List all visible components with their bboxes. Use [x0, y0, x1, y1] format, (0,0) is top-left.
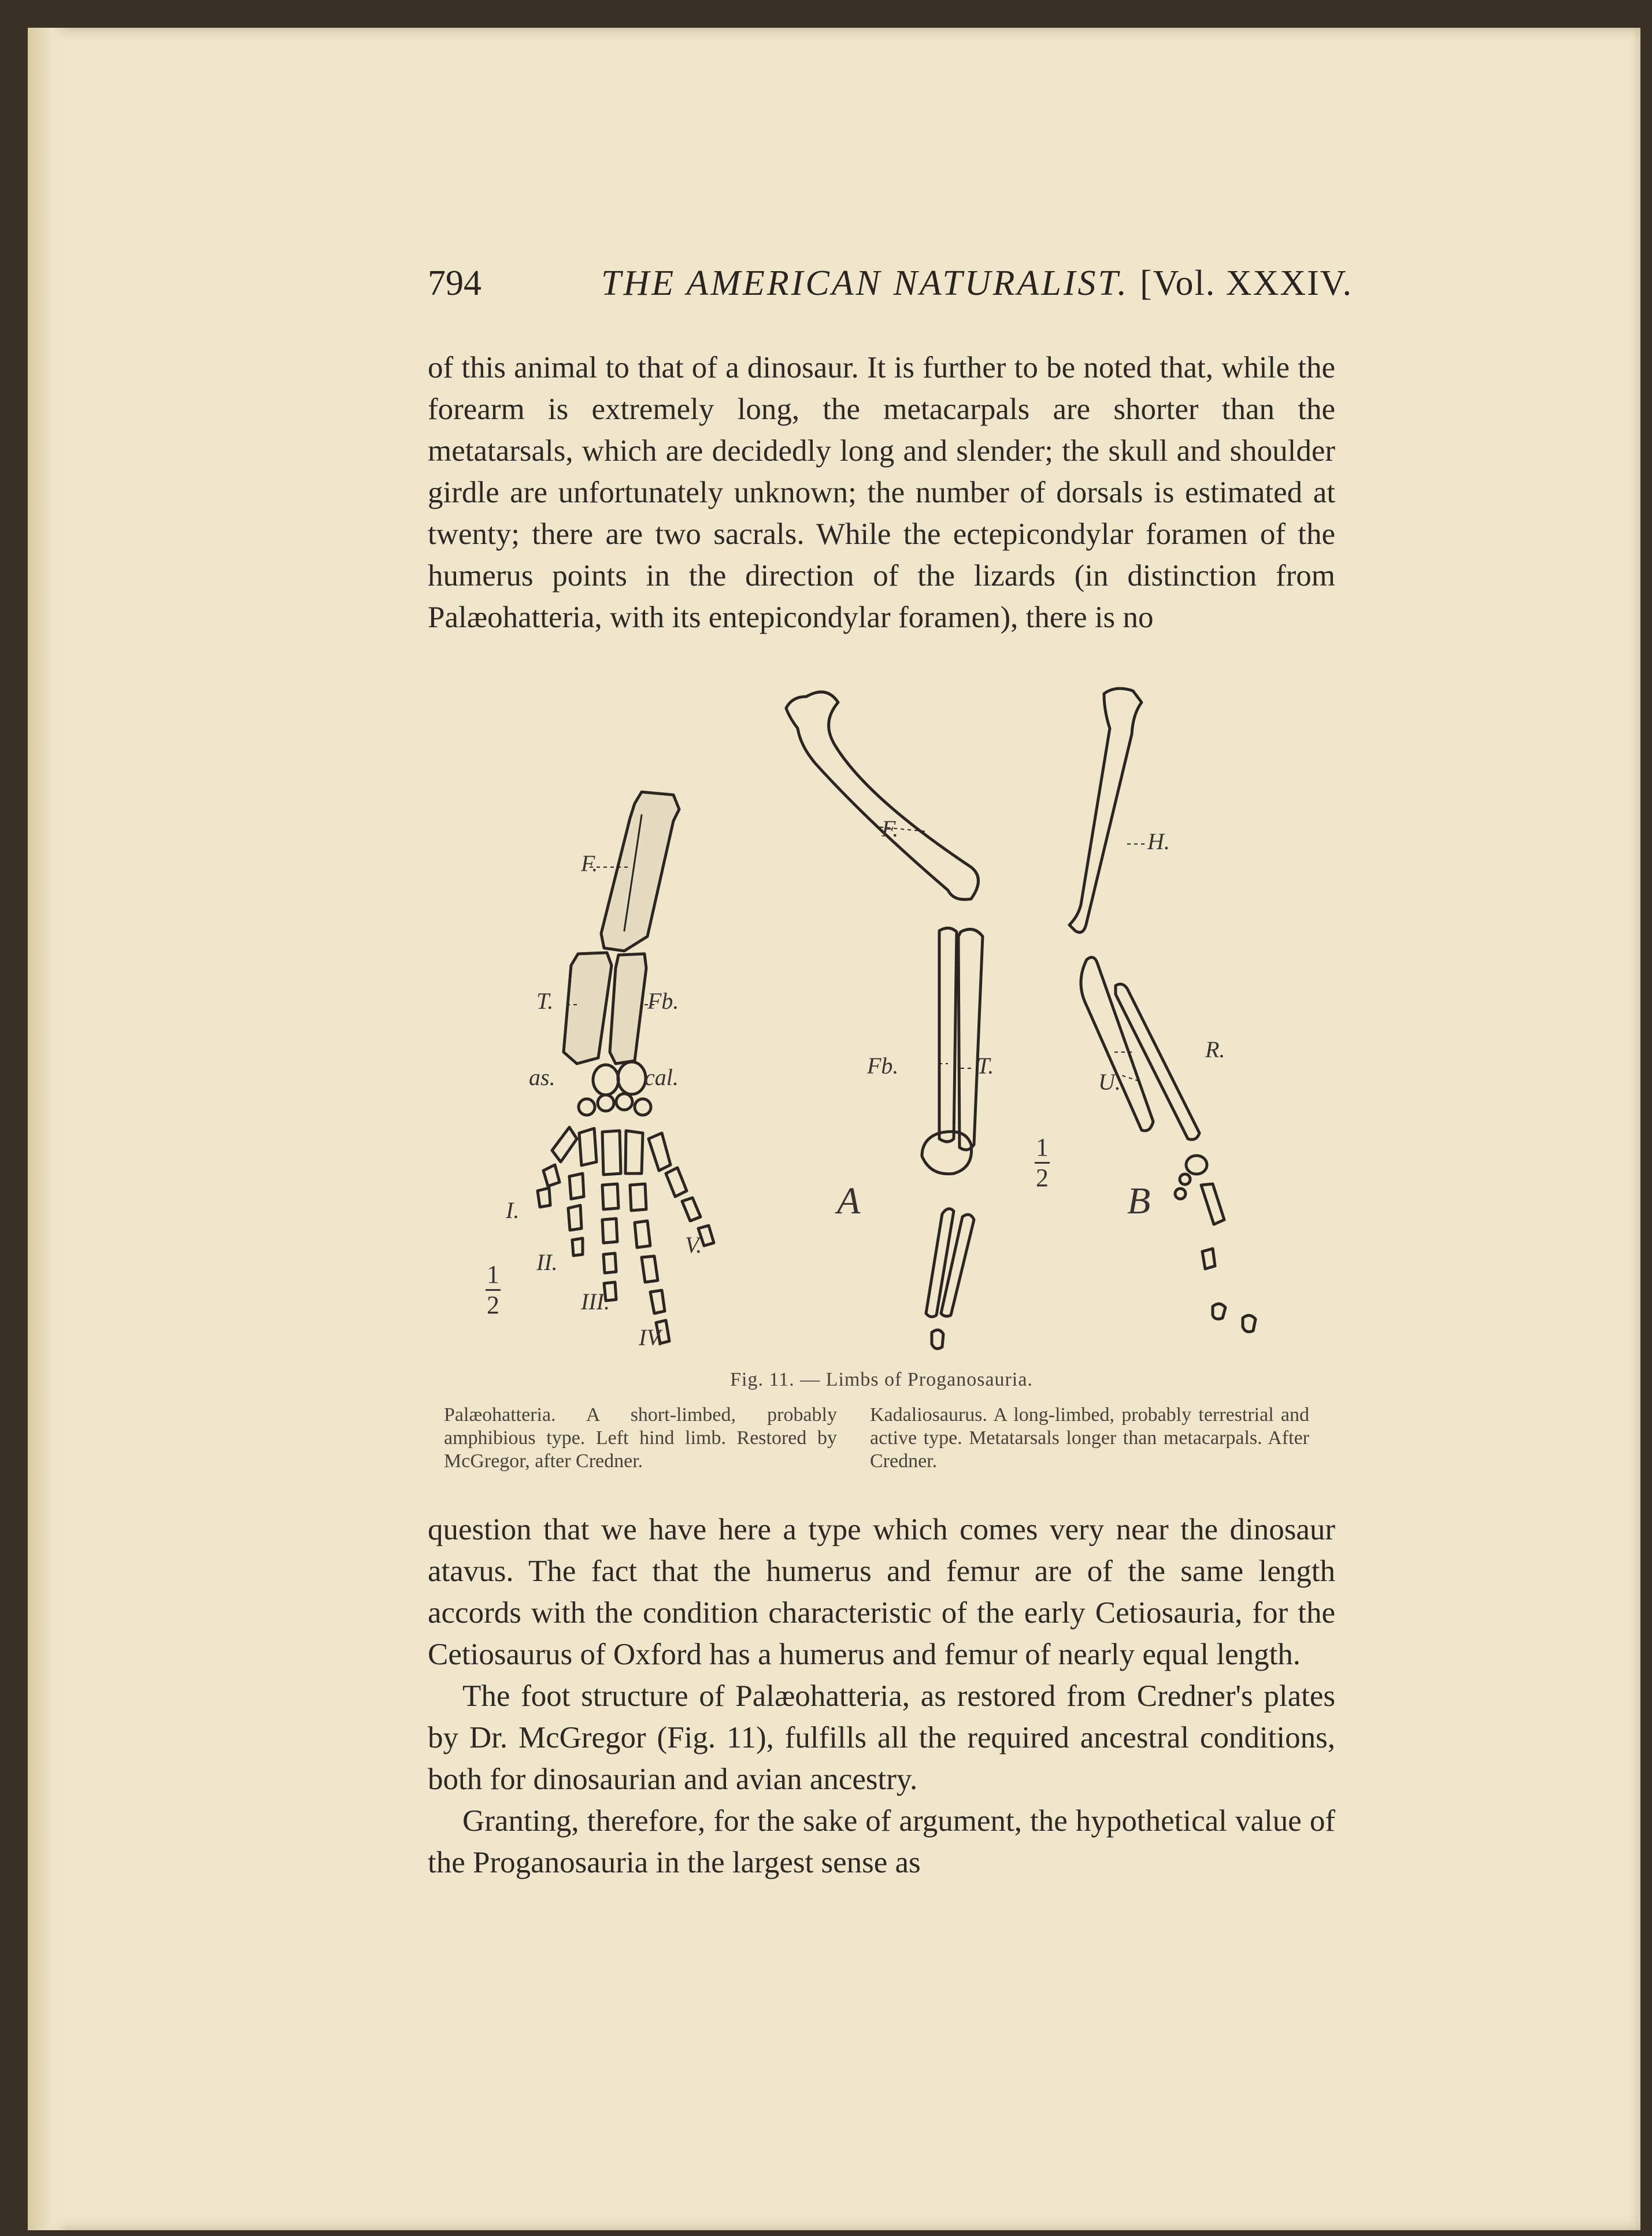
figure-caption-right: Kadaliosaurus. A long-limbed, probably terrestrial and active type. Metatarsals longer than metacarpals. After Credner. — [870, 1404, 1309, 1472]
scale-numerator: 1 — [1036, 1133, 1049, 1161]
kadaliosaurus-hindlimb-drawing — [786, 692, 983, 1349]
label-digit-v: V. — [685, 1232, 702, 1258]
figure-11 — [451, 682, 1341, 1353]
paragraph-foot-structure: The foot structure of Palæohatteria, as restored from Credner's plates by Dr. McGregor (Fig. 11), fulfills all the required ancestral conditions, both for dinosaurian and avian ancestry. — [428, 1679, 1335, 1796]
label-figure-b: B — [1127, 1180, 1151, 1222]
palaeohatteria-limb-drawing — [538, 792, 714, 1343]
label-femur-left: F. — [581, 850, 598, 876]
body-text-bottom — [428, 1509, 1335, 1883]
scale-fraction-middle — [1035, 1133, 1050, 1193]
journal-title: THE AMERICAN NATURALIST. — [601, 264, 1129, 303]
label-femur-a: F. — [881, 816, 899, 842]
label-humerus-b: H. — [1147, 828, 1170, 854]
body-text-top — [428, 347, 1335, 638]
label-figure-a: A — [837, 1180, 861, 1222]
figure-caption-title: Fig. 11. — Limbs of Proganosauria. — [730, 1369, 1033, 1390]
label-tibia-a: T. — [977, 1053, 994, 1079]
paragraph-question: question that we have here a type which comes very near the dinosaur atavus. The fact that the humerus and femur are of the same length accords with the condition characteristic of the early Cetiosauria, for the Cetiosaurus of Oxford has a humerus and femur of nearly equal length. — [428, 1513, 1335, 1671]
label-astragalus: as. — [529, 1064, 555, 1090]
scale-denominator: 2 — [487, 1291, 499, 1319]
running-header — [428, 263, 1353, 315]
label-fibula-a: Fb. — [867, 1053, 899, 1079]
volume-label: [Vol. XXXIV. — [1140, 264, 1353, 303]
limb-drawings — [451, 682, 1341, 1353]
label-digit-i: I. — [506, 1197, 520, 1223]
label-digit-ii: II. — [536, 1249, 558, 1275]
figure-caption-left: Palæohatteria. A short-limbed, probably amphibious type. Left hind limb. Restored by McGregor, after Credner. — [444, 1404, 837, 1472]
scale-fraction-left — [486, 1260, 501, 1320]
scale-denominator: 2 — [1036, 1164, 1049, 1192]
kadaliosaurus-forelimb-drawing — [1069, 688, 1255, 1332]
label-radius-b: R. — [1205, 1036, 1225, 1063]
label-tibia-left: T. — [536, 988, 554, 1014]
paragraph-granting: Granting, therefore, for the sake of argument, the hypothetical value of the Proganosauria in the largest sense as — [428, 1804, 1335, 1879]
scale-numerator: 1 — [487, 1260, 499, 1289]
page-number: 794 — [428, 264, 481, 303]
label-digit-iii: III. — [581, 1289, 610, 1315]
label-calcaneum: cal. — [644, 1064, 679, 1090]
label-digit-iv: IV. — [639, 1324, 664, 1350]
label-fibula-left: Fb. — [647, 988, 679, 1014]
paragraph-continuation: of this animal to that of a dinosaur. It is further to be noted that, while the forearm is extremely long, the metacarpals are shorter than the metatarsals, which are decidedly long and slender; the skull and shoulder girdle are unfortunately unknown; the number of dorsals is estimated at twenty; there are two sacrals. While the ectepicondylar foramen of the humerus points in the direction of the lizards (in distinction from Palæohatteria, with its entepicondylar foramen), there is no — [428, 351, 1335, 634]
page-spine-shadow — [28, 28, 68, 2230]
label-ulna-b: U. — [1098, 1069, 1121, 1095]
